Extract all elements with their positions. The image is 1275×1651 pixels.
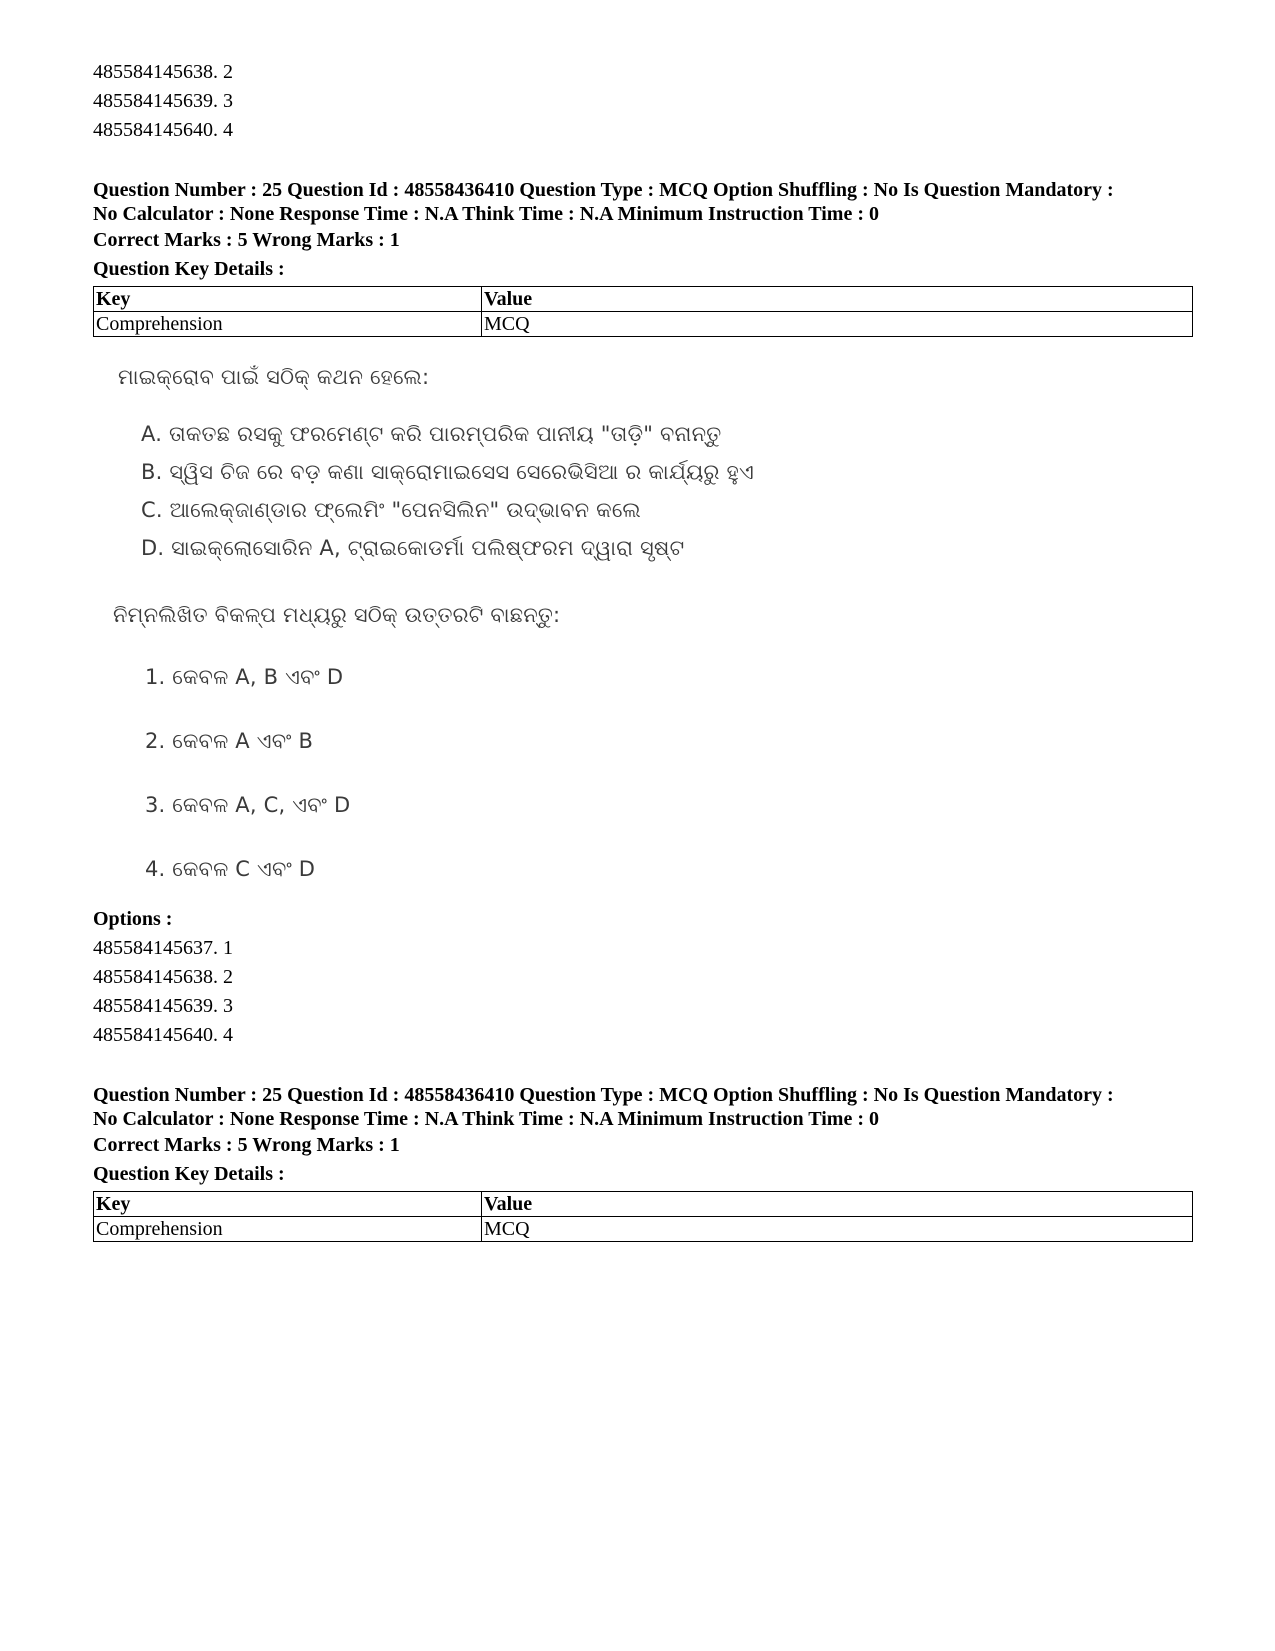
previous-options-list	[93, 58, 1193, 145]
table-header-key: Key	[94, 1192, 482, 1217]
option-line: 485584145638. 2	[93, 966, 233, 988]
statement-b: B. ସ୍ୱିସ ଚିଜ ରେ ବଡ଼ କଣା ସାକ୍ରୋମାଇସେସ ସେରେଭିସିଆ ର କାର୍ଯ୍ୟରୁ ହୁଏ	[141, 460, 754, 484]
question-meta-line-1: Question Number : 25 Question Id : 48558436410 Question Type : MCQ Option Shuffling : No Is Question Mandatory :	[93, 179, 1114, 201]
statement-d: D. ସାଇକ୍ଲୋସୋରିନ A, ଟ୍ରାଇକୋଡର୍ମା ପଲିଷ୍ଫରମ ଦ୍ୱାରା ସୃଷ୍ଟ	[141, 536, 685, 560]
question-image	[93, 345, 1193, 905]
question-key-table	[93, 1191, 1193, 1242]
table-cell-value: MCQ	[482, 1217, 1193, 1242]
question-marks: Correct Marks : 5 Wrong Marks : 1	[93, 229, 400, 251]
table-header-key: Key	[94, 287, 482, 312]
table-header-value: Value	[482, 287, 1193, 312]
table-cell-value: MCQ	[482, 312, 1193, 337]
question-meta-line-1: Question Number : 25 Question Id : 48558436410 Question Type : MCQ Option Shuffling : No Is Question Mandatory :	[93, 1084, 1114, 1106]
choice-3: 3. କେବଳ A, C, ଏବଂ D	[145, 793, 351, 817]
statement-a: A. ତାକତଛ ରସକୁ ଫରମେଣ୍ଟ କରି ପାରମ୍ପରିକ ପାନୀୟ "ତାଡ଼ି" ବନାନ୍ତୁ	[141, 422, 722, 446]
option-line: 485584145637. 1	[93, 937, 233, 959]
table-header-value: Value	[482, 1192, 1193, 1217]
choice-1: 1. କେବଳ A, B ଏବଂ D	[145, 665, 344, 689]
question-stem: ମାଇକ୍ରୋବ ପାଇଁ ସଠିକ୍ କଥନ ହେଲେ:	[118, 365, 430, 389]
choice-2: 2. କେବଳ A ଏବଂ B	[145, 729, 314, 753]
option-line: 485584145639. 3	[93, 995, 233, 1017]
question-meta-line-2: No Calculator : None Response Time : N.A Think Time : N.A Minimum Instruction Time : 0	[93, 203, 879, 225]
choice-4: 4. କେବଳ C ଏବଂ D	[145, 857, 316, 881]
table-row	[94, 1217, 1193, 1242]
table-cell-key: Comprehension	[94, 1217, 482, 1242]
option-line: 485584145640. 4	[93, 119, 233, 141]
option-line: 485584145640. 4	[93, 1024, 233, 1046]
question-key-table	[93, 286, 1193, 337]
option-line: 485584145638. 2	[93, 61, 233, 83]
options-section	[93, 905, 1193, 1050]
option-line: 485584145639. 3	[93, 90, 233, 112]
table-row	[94, 312, 1193, 337]
question-key-details-label: Question Key Details :	[93, 1163, 285, 1185]
table-cell-key: Comprehension	[94, 312, 482, 337]
document-page	[93, 58, 1193, 1242]
statement-c: C. ଆଲେକ୍ଜାଣ୍ଡାର ଫ୍ଲେମିଂ "ପେନସିଲିନ" ଉଦ୍ଭାବନ କଲେ	[141, 498, 641, 522]
question-block	[93, 1083, 1193, 1242]
question-marks: Correct Marks : 5 Wrong Marks : 1	[93, 1134, 400, 1156]
table-header-row	[94, 287, 1193, 312]
question-instruction: ନିମ୍ନଲିଖିତ ବିକଳ୍ପ ମଧ୍ୟରୁ ସଠିକ୍ ଉତ୍ତରଟି ବାଛନ୍ତୁ:	[113, 603, 561, 627]
question-meta-line-2: No Calculator : None Response Time : N.A Think Time : N.A Minimum Instruction Time : 0	[93, 1108, 879, 1130]
question-block	[93, 178, 1193, 337]
options-label: Options :	[93, 908, 173, 930]
table-header-row	[94, 1192, 1193, 1217]
question-key-details-label: Question Key Details :	[93, 258, 285, 280]
